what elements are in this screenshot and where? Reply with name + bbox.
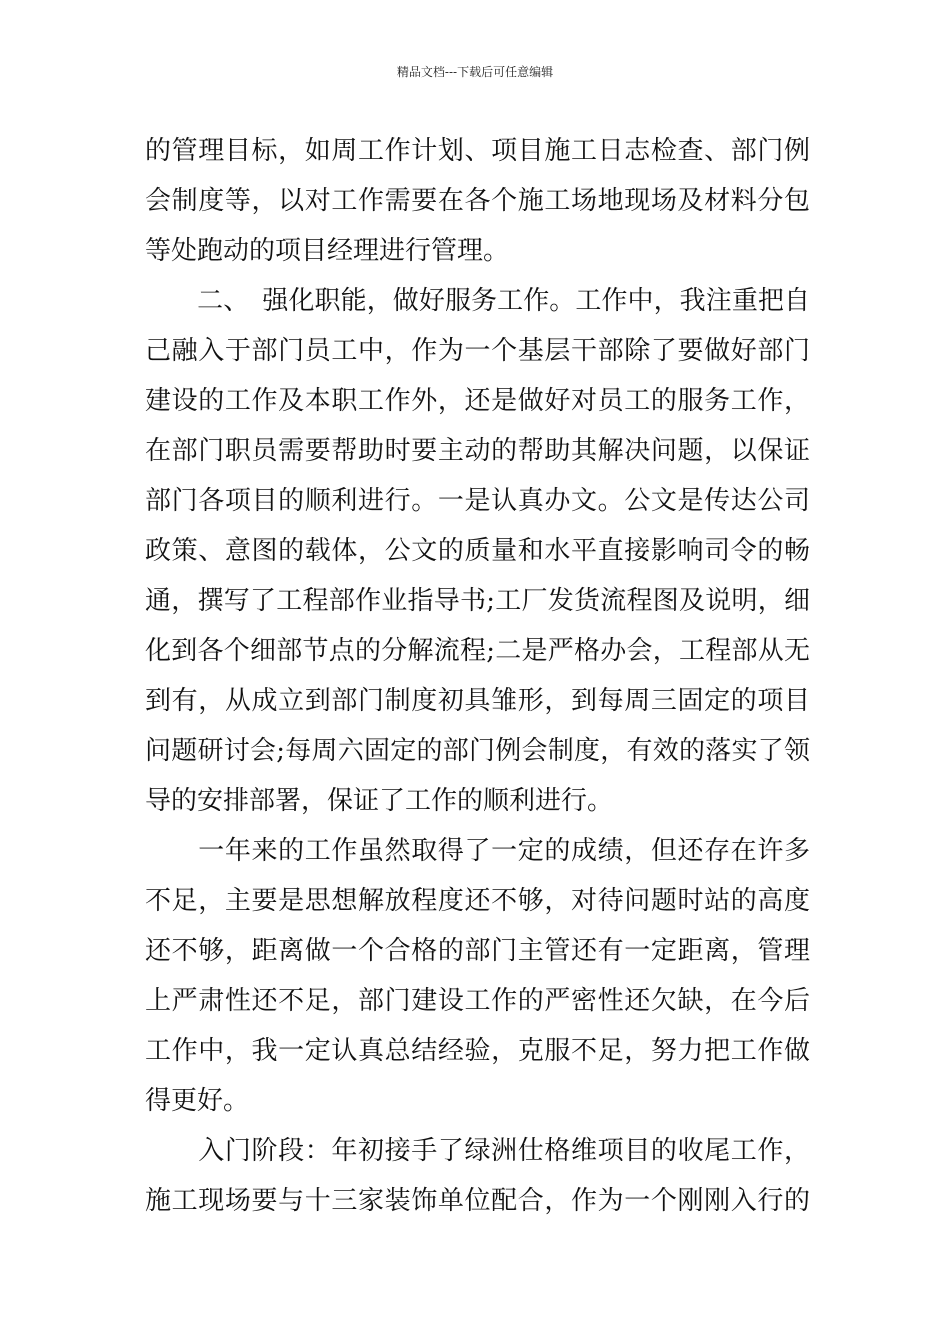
text-line: 建设的工作及本职工作外，还是做好对员工的服务工作， (145, 386, 810, 416)
text-line: 二、 强化职能，做好服务工作。工作中，我注重把自 (145, 286, 810, 316)
text-line: 到有，从成立到部门制度初具雏形，到每周三固定的项目 (145, 686, 810, 716)
paragraph-2 (145, 276, 810, 826)
text-line: 入门阶段：年初接手了绿洲仕格维项目的收尾工作， (145, 1136, 810, 1166)
text-line: 化到各个细部节点的分解流程;二是严格办会，工程部从无 (145, 636, 810, 666)
paragraph-4 (145, 1126, 810, 1226)
text-line: 在部门职员需要帮助时要主动的帮助其解决问题，以保证 (145, 436, 810, 466)
paragraph-3 (145, 826, 810, 1126)
text-line: 问题研讨会;每周六固定的部门例会制度，有效的落实了领 (145, 736, 810, 766)
text-line: 通，撰写了工程部作业指导书;工厂发货流程图及说明，细 (145, 586, 810, 616)
text-line: 会制度等，以对工作需要在各个施工场地现场及材料分包 (145, 186, 810, 216)
text-line: 得更好。 (145, 1086, 250, 1116)
text-line: 工作中，我一定认真总结经验，克服不足，努力把工作做 (145, 1036, 810, 1066)
text-line: 部门各项目的顺利进行。一是认真办文。公文是传达公司 (145, 486, 810, 516)
text-line: 政策、意图的载体，公文的质量和水平直接影响司令的畅 (145, 536, 810, 566)
text-line: 己融入于部门员工中，作为一个基层干部除了要做好部门 (145, 336, 810, 366)
text-line: 的管理目标，如周工作计划、项目施工日志检查、部门例 (145, 136, 810, 166)
text-line: 导的安排部署，保证了工作的顺利进行。 (145, 786, 614, 816)
text-line: 还不够，距离做一个合格的部门主管还有一定距离，管理 (145, 936, 810, 966)
text-line: 上严肃性还不足，部门建设工作的严密性还欠缺，在今后 (145, 986, 810, 1016)
text-line: 等处跑动的项目经理进行管理。 (145, 236, 510, 266)
text-line: 施工现场要与十三家装饰单位配合，作为一个刚刚入行的 (145, 1186, 810, 1216)
text-line: 一年来的工作虽然取得了一定的成绩，但还存在许多 (145, 836, 810, 866)
document-body (145, 126, 810, 1226)
text-line: 不足，主要是思想解放程度还不够，对待问题时站的高度 (145, 886, 810, 916)
paragraph-1 (145, 126, 810, 276)
page-header: 精品文档---下载后可任意编辑 (396, 65, 554, 79)
